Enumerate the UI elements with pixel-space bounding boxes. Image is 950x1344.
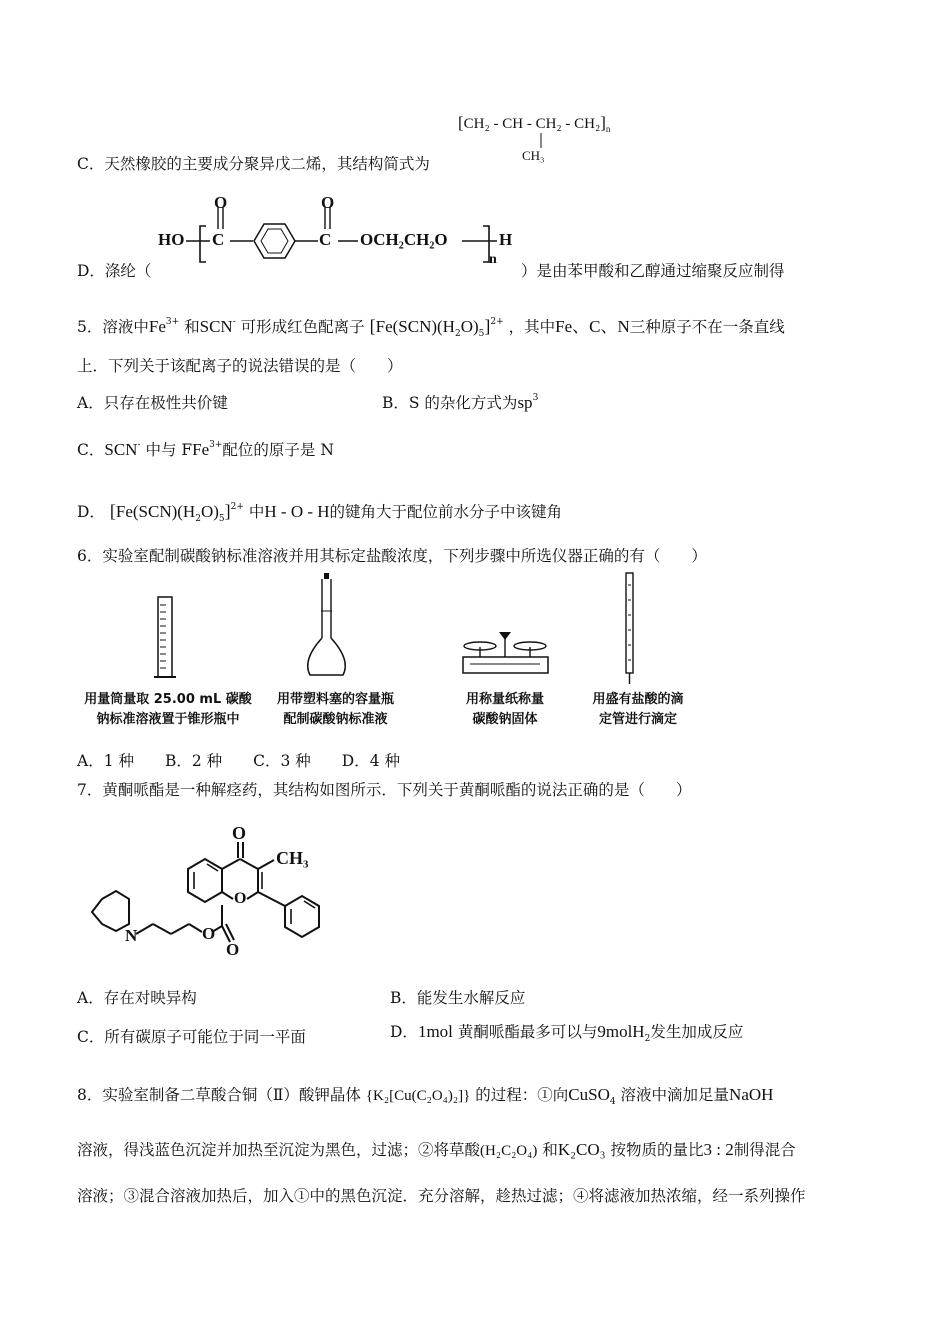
flavoxate-o-top: O [232,823,247,843]
q5-option-a: A．只存在极性共价键 [77,394,228,412]
q4-option-d-suffix: ）是由苯甲酸和乙醇通过缩聚反应制得 [521,262,785,280]
q6-caption-3: 用称量纸称量 碳酸钠固体 [465,692,544,727]
q7-option-b: B．能发生水解反应 [390,989,526,1007]
q6-caption-1: 用量筒量取 25.00 mL 碳酸 钠标准溶液置于锥形瓶中 [84,692,252,727]
flavoxate-o-ester: O [202,924,216,943]
pet-c1: C [212,230,225,249]
q4-option-c: C．天然橡胶的主要成分聚异戊二烯，其结构简式为 [77,155,430,173]
polyisoprene-formula: [CH₂ - CH - $CH_2 - CH_2]_n$ [458,113,611,134]
q5-stem-line1: 5．溶液中$Fe^{3+}$ 和SCN- 可形成红色配离子 $[Fe(SCN)(H_2O)_5]^{2+}$ ，其中Fe、C、N三种原子不在一条直线 [77,316,785,339]
q7-option-a: A．存在对映异构 [77,989,197,1007]
q6-caption-2: 用带塑料塞的容量瓶 配制碳酸钠标准液 [276,692,394,727]
q7-stem: 7．黄酮哌酯是一种解痉药，其结构如图所示．下列关于黄酮哌酯的说法正确的是（ ） [77,781,692,799]
q6-options: A．1 种 B．2 种 C．3 种 D．4 种 [77,752,401,770]
q5-stem-line2: 上．下列关于该配离子的说法错误的是（ ） [77,357,403,375]
polyisoprene-methyl: CH₃ [522,148,545,163]
flavoxate-o-carbonyl: O [226,940,240,959]
q7-option-c: C．所有碳原子可能位于同一平面 [77,1028,306,1046]
flavoxate-n: N [125,926,138,945]
q8-line1: 8．实验室制备二草酸合铜（Ⅱ）酸钾晶体 {K₂[Cu(C₂O₄)₂]} 的过程：①向CuSO$_4$ 溶液中滴加足量NaOH [77,1085,774,1107]
pet-o2: O [321,193,335,212]
q8-line3: 溶液；③混合溶液加热后，加入①中的黑色沉淀．充分溶解，趁热过滤；④将滤液加热浓缩，经一系列操作 [77,1187,806,1205]
pet-ho: HO [158,230,185,249]
pet-och2ch2o: OCH₂CH₂O [360,230,448,249]
q5-option-b: B．S 的杂化方式为$sp^3$ [382,393,539,412]
q5-option-c: C．SCN- 中与 FFe$^{3+}$配位的原子是 N [77,440,334,459]
pet-c2: C [319,230,332,249]
q4-option-d-prefix: D．涤纶（ [77,262,152,280]
pet-h: H [499,230,513,249]
q5-option-d: D． $[Fe(SCN)(H_2O)_5]^{2+}$ 中H - O - H的键角大于配位前水分子中该键角 [77,501,563,524]
q8-line2: 溶液，得浅蓝色沉淀并加热至沉淀为黑色，过滤；②将草酸(H₂C₂O₄) 和K₂CO₃ 按物质的量比3 : 2制得混合 [77,1140,796,1159]
q6-stem: 6．实验室配制碳酸钠标准溶液并用其标定盐酸浓度，下列步骤中所选仪器正确的有（ ） [77,547,707,565]
q7-option-d: D．1mol 黄酮哌酯最多可以与9molH$_2$发生加成反应 [390,1022,744,1044]
pet-n: n [489,252,497,267]
pet-o1: O [214,193,228,212]
q6-caption-4: 用盛有盐酸的滴 定管进行滴定 [592,692,684,727]
flavoxate-o-ring: O [234,890,247,907]
flavoxate-ch3: CH₃ [276,848,309,868]
